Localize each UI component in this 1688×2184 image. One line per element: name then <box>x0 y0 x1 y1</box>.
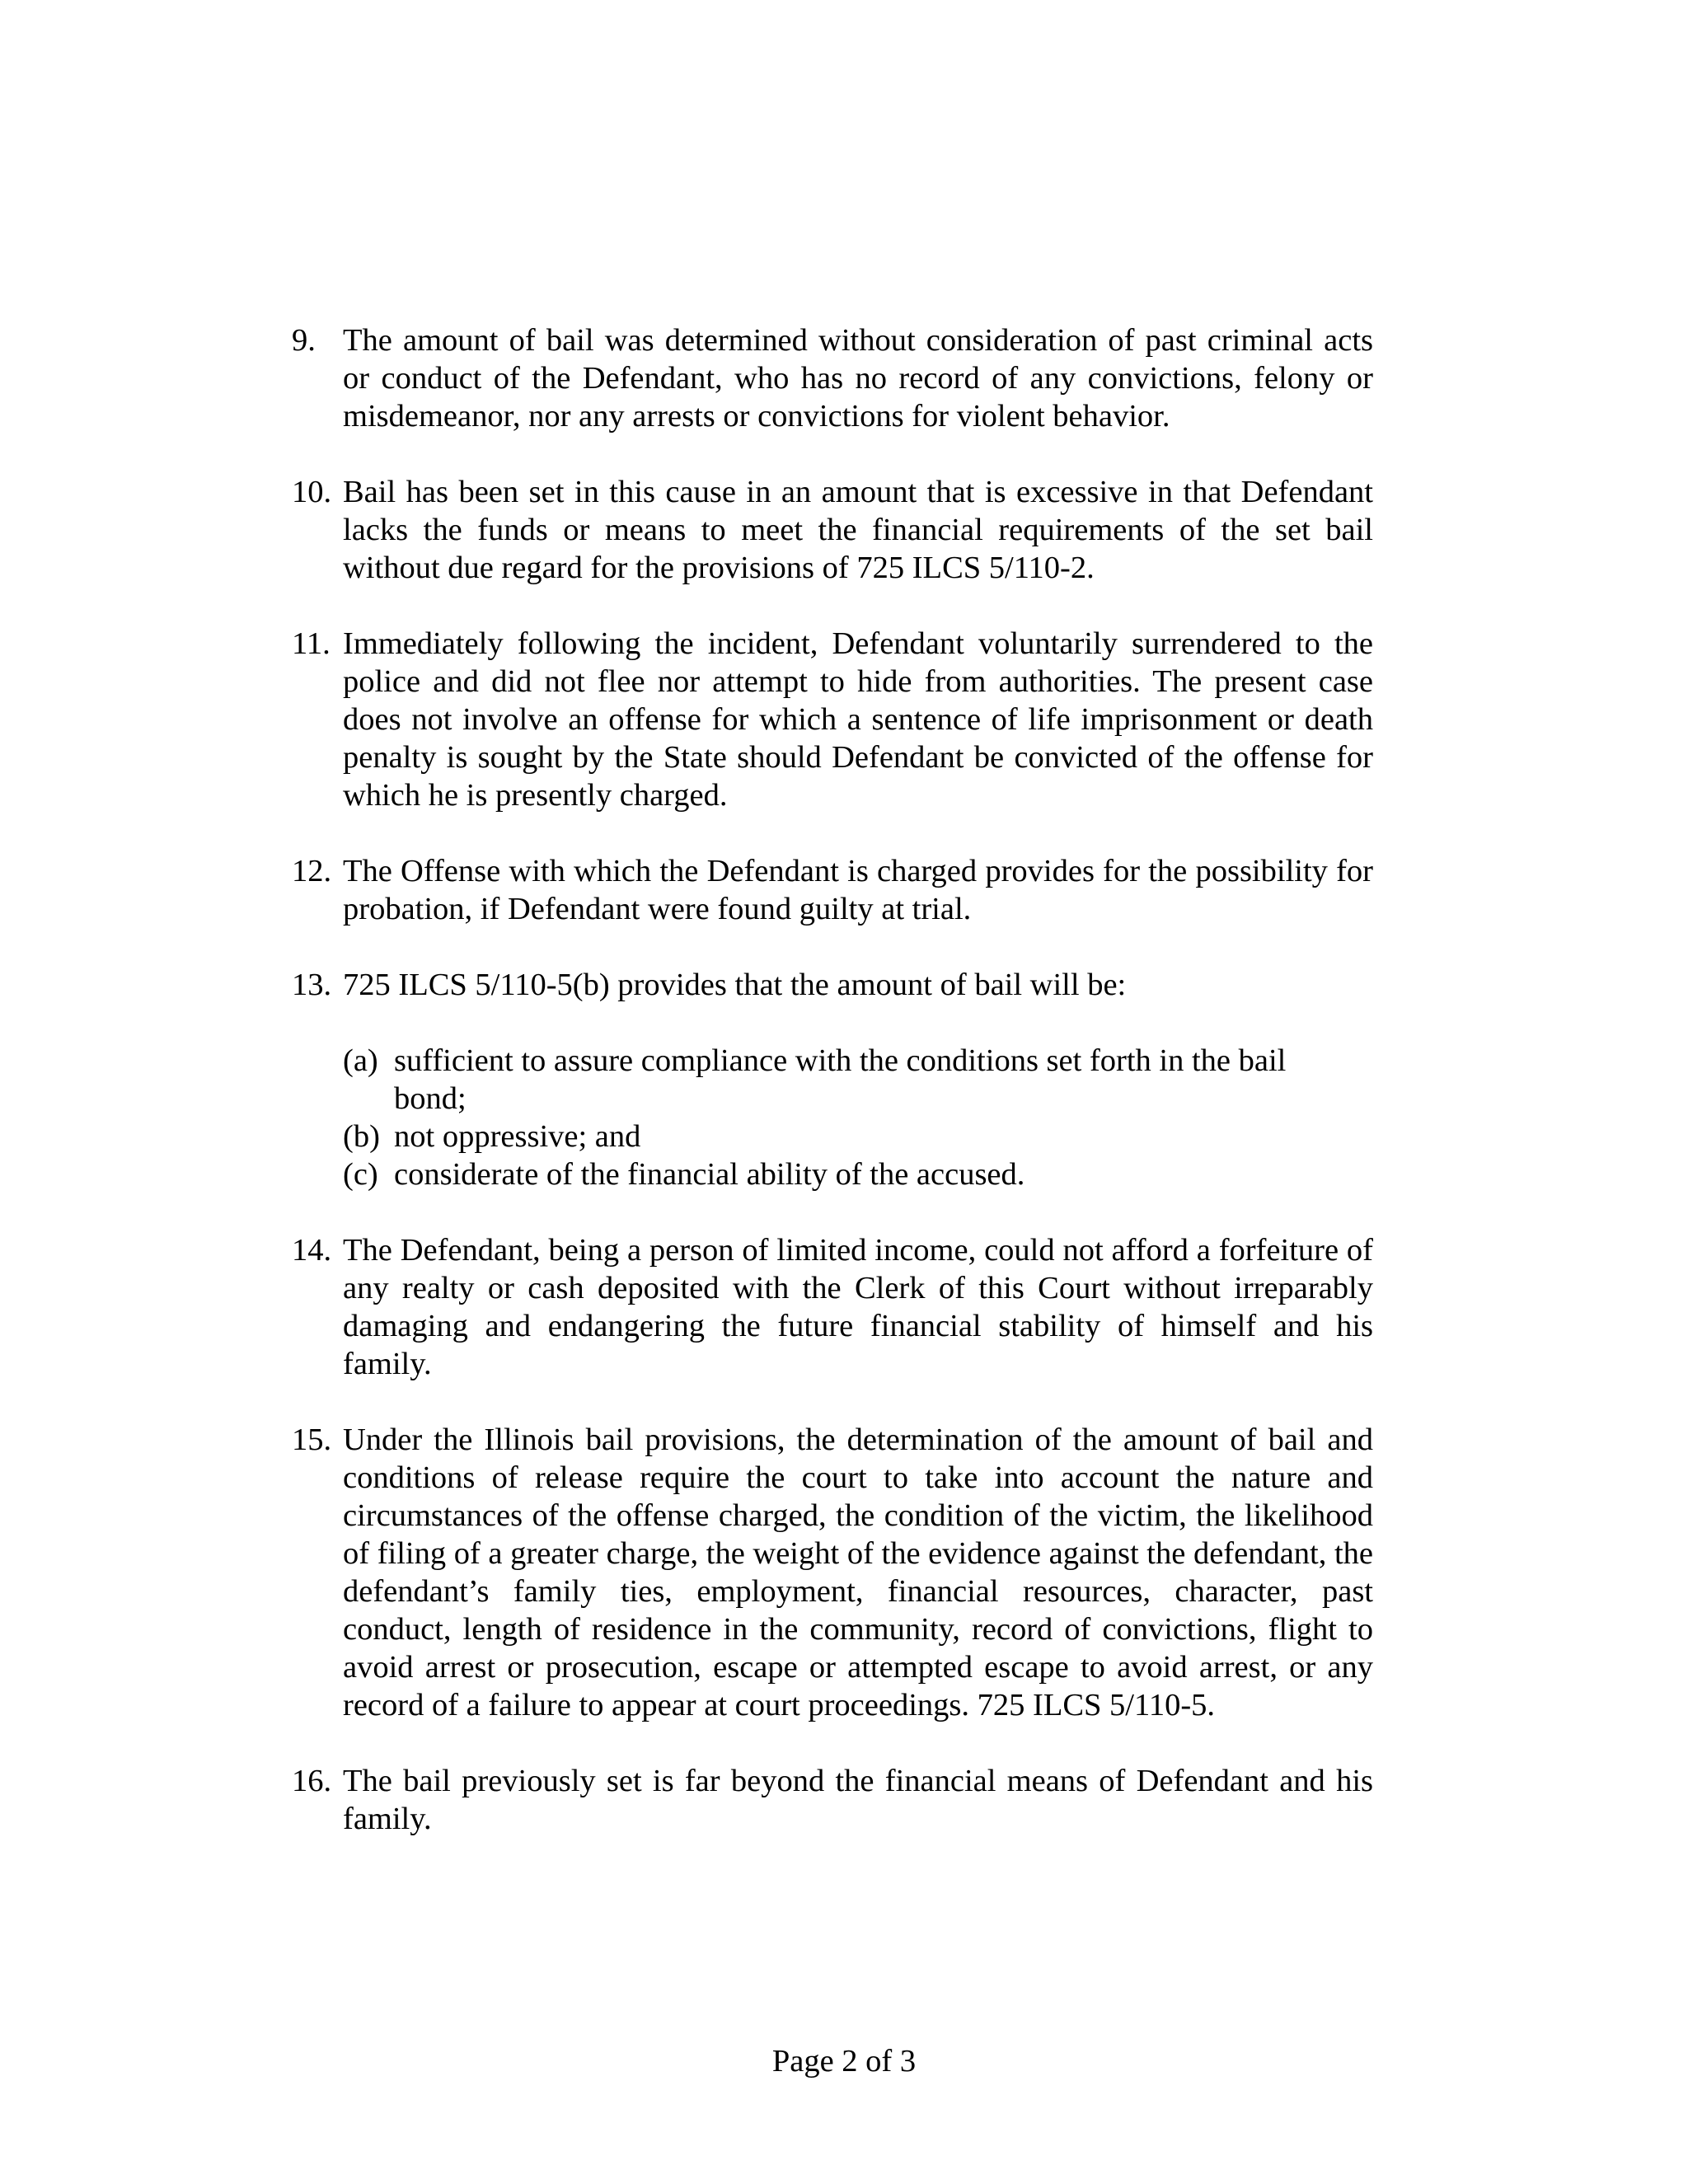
paragraph-text: The amount of bail was determined without consideration of past criminal acts or conduct of the Defendant, who has no record of any convictions, felony or misdemeanor, nor any arrests or convictions for violent behavior. <box>343 323 1373 434</box>
list-item-label: (a) <box>343 1043 378 1078</box>
paragraph-text: The bail previously set is far beyond the financial means of Defendant and his family. <box>343 1764 1373 1836</box>
paragraph-number: 16. <box>292 1764 332 1798</box>
paragraph-15 <box>292 1421 1373 1724</box>
list-item-label: (c) <box>343 1157 378 1192</box>
paragraph-number: 15. <box>292 1422 332 1457</box>
paragraph-text: 725 ILCS 5/110-5(b) provides that the amount of bail will be: <box>343 968 1127 1002</box>
paragraph-12 <box>292 852 1373 928</box>
paragraph-14 <box>292 1231 1373 1383</box>
list-item <box>343 1155 1358 1193</box>
paragraph-number: 12. <box>292 854 332 888</box>
list-item <box>343 1118 1358 1155</box>
paragraph-number: 13. <box>292 968 332 1002</box>
list-item-label: (b) <box>343 1119 380 1154</box>
paragraph-text: The Offense with which the Defendant is charged provides for the possibility for probation, if Defendant were found guilty at trial. <box>343 854 1373 926</box>
paragraph-number: 14. <box>292 1233 332 1268</box>
bail-criteria-list <box>343 1042 1373 1193</box>
list-item-text: not oppressive; and <box>394 1119 641 1154</box>
paragraph-text: Bail has been set in this cause in an amount that is excessive in that Defendant lacks the funds or means to meet the financial requirements of the set bail without due regard for the provisions of 725 ILCS 5/110-2. <box>343 475 1373 585</box>
list-item-text: sufficient to assure compliance with the conditions set forth in the bail bond; <box>394 1043 1287 1116</box>
list-item-text: considerate of the financial ability of the accused. <box>394 1157 1025 1192</box>
paragraph-number: 9. <box>292 323 316 358</box>
paragraph-number: 10. <box>292 475 332 509</box>
paragraph-text: Under the Illinois bail provisions, the determination of the amount of bail and conditions of release require the court to take into account the nature and circumstances of the offense charged, the condition of the victim, the likelihood of filing of a greater charge, the weight of the evidence against the defendant, the defendant’s family ties, employment, financial resources, character, past conduct, length of residence in the community, record of convictions, flight to avoid arrest or prosecution, escape or attempted escape to avoid arrest, or any record of a failure to appear at court proceedings. 725 ILCS 5/110-5. <box>343 1422 1374 1722</box>
list-item <box>343 1042 1358 1118</box>
page-number-footer: Page 2 of 3 <box>771 2044 917 2079</box>
paragraph-text: Immediately following the incident, Defendant voluntarily surrendered to the police and did not flee nor attempt to hide from authorities. The present case does not involve an offense for which a sentence of life imprisonment or death penalty is sought by the State should Defendant be convicted of the offense for which he is presently charged. <box>343 626 1373 813</box>
paragraph-number: 11. <box>292 626 331 661</box>
document-body <box>292 321 1373 1876</box>
paragraph-16 <box>292 1762 1373 1838</box>
paragraph-11 <box>292 625 1373 814</box>
paragraph-text: The Defendant, being a person of limited income, could not afford a forfeiture of any realty or cash deposited with the Clerk of this Court without irreparably damaging and endangering the future financial stability of himself and his family. <box>343 1233 1373 1381</box>
paragraph-10 <box>292 473 1373 587</box>
paragraph-13 <box>292 966 1373 1193</box>
paragraph-9 <box>292 321 1373 435</box>
